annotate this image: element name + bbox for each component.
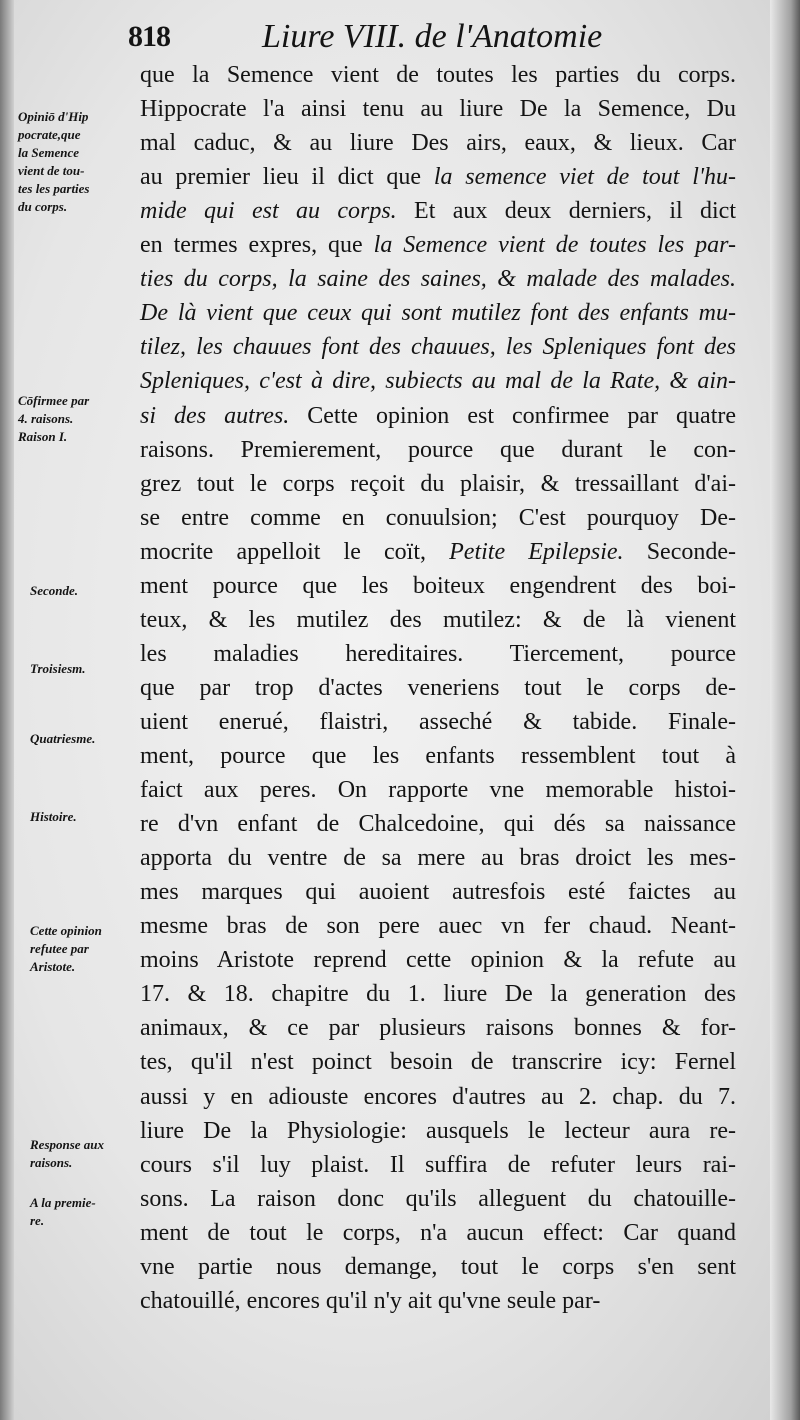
margin-note-line: A la premie- xyxy=(30,1195,96,1210)
text-line xyxy=(140,807,736,841)
margin-note-line: Cōfirmee par xyxy=(18,393,90,408)
roman-text: mesme bras de son pere auec vn fer chaud. Neant- xyxy=(140,913,736,940)
margin-note-line: du corps. xyxy=(18,199,68,214)
roman-text: re d'vn enfant de Chalcedoine, qui dés sa naissance xyxy=(140,811,736,838)
roman-text: chatouillé, encores qu'il n'y ait qu'vne seule par- xyxy=(140,1287,601,1314)
roman-text: en termes expres, que xyxy=(140,232,374,259)
roman-text: ment de tout le corps, n'a aucun effect: Car quand xyxy=(140,1219,736,1246)
text-line xyxy=(140,501,736,535)
margin-note xyxy=(30,1136,104,1172)
roman-text: 17. & 18. chapitre du 1. liure De la generation des xyxy=(140,981,736,1008)
text-line xyxy=(140,1080,736,1114)
margin-note-line: Troisiesm. xyxy=(30,661,86,676)
margin-note xyxy=(30,922,102,976)
text-line xyxy=(140,92,736,126)
roman-text: au premier lieu il dict que xyxy=(140,164,434,191)
roman-text: apporta du ventre de sa mere au bras droict les mes- xyxy=(140,845,736,872)
page-right-shadow xyxy=(770,0,800,1420)
margin-note-line: Cette opinion xyxy=(30,923,102,938)
text-line xyxy=(140,433,736,467)
text-line xyxy=(140,1182,736,1216)
margin-note xyxy=(30,660,86,678)
text-line xyxy=(140,773,736,807)
running-title: Liure VIII. de l'Anatomie xyxy=(262,18,603,55)
margin-note xyxy=(18,392,89,446)
italic-text: De là vient que ceux qui sont mutilez font des enfants mu- xyxy=(140,300,736,327)
margin-note-line: raisons. xyxy=(30,1155,73,1170)
roman-text: grez tout le corps reçoit du plaisir, & tressaillant d'ai- xyxy=(140,470,736,497)
margin-note xyxy=(30,730,95,748)
margin-note-line: re. xyxy=(30,1213,45,1228)
italic-text: Petite Epilepsie. xyxy=(449,538,624,565)
italic-text: ties du corps, la saine des saines, & malade des malades. xyxy=(140,266,736,293)
roman-text: mes marques qui auoient autresfois esté faictes au xyxy=(140,879,736,906)
text-line xyxy=(140,705,736,739)
text-line xyxy=(140,399,736,433)
margin-note-line: vient de tou- xyxy=(18,163,85,178)
text-line xyxy=(140,1114,736,1148)
roman-text: vne partie nous demange, tout le corps s'en sent xyxy=(140,1253,736,1280)
text-line xyxy=(140,228,736,262)
roman-text: mal caduc, & au liure Des airs, eaux, & lieux. Car xyxy=(140,130,736,157)
margin-note-line: Response aux xyxy=(30,1137,105,1152)
margin-note-line: pocrate,que xyxy=(18,127,81,142)
roman-text: liure De la Physiologie: ausquels le lecteur aura re- xyxy=(140,1117,736,1144)
page-number: 818 xyxy=(128,20,170,53)
roman-text: mocrite appelloit le coït, xyxy=(140,538,450,565)
text-line xyxy=(140,58,736,92)
margin-note-line: Histoire. xyxy=(30,809,77,824)
roman-text: sons. La raison donc qu'ils alleguent du chatouille- xyxy=(140,1185,736,1212)
roman-text: moins Aristote reprend cette opinion & la refute au xyxy=(140,947,736,974)
text-line xyxy=(140,909,736,943)
italic-text: mide qui est au corps. xyxy=(140,198,397,225)
margin-note-line: Quatriesme. xyxy=(30,731,96,746)
text-line xyxy=(140,841,736,875)
text-line xyxy=(140,739,736,773)
roman-text: uient enerué, flaistri, asseché & tabide. Finale- xyxy=(140,708,736,735)
roman-text: faict aux peres. On rapporte vne memorable histoi- xyxy=(140,777,736,804)
roman-text: raisons. Premierement, pource que durant le con- xyxy=(140,436,736,463)
text-line xyxy=(140,1250,736,1284)
margin-note xyxy=(30,808,77,826)
text-line xyxy=(140,671,736,705)
text-line xyxy=(140,467,736,501)
margin-note-line: tes les parties xyxy=(18,181,90,196)
margin-note-line: Seconde. xyxy=(30,583,79,598)
margin-note-line: la Semence xyxy=(18,145,80,160)
text-line xyxy=(140,330,736,364)
italic-text: si des autres. xyxy=(140,402,290,429)
text-line xyxy=(140,126,736,160)
roman-text: les maladies hereditaires. Tiercement, pource xyxy=(140,640,736,667)
roman-text: ment, pource que les enfants ressemblent tout à xyxy=(140,743,736,769)
margin-note-line: Aristote. xyxy=(30,959,76,974)
text-line xyxy=(140,977,736,1011)
text-line xyxy=(140,1148,736,1182)
text-line xyxy=(140,194,736,228)
text-line xyxy=(140,1045,736,1079)
text-line xyxy=(140,262,736,296)
text-line xyxy=(140,535,736,569)
text-line xyxy=(140,1216,736,1250)
margin-note-line: refutee par xyxy=(30,941,89,956)
roman-text: Hippocrate l'a ainsi tenu au liure De la Semence, Du xyxy=(140,96,736,123)
italic-text: Spleniques, c'est à dire, subiects au mal de la Rate, & ain- xyxy=(140,368,736,395)
text-line xyxy=(140,603,736,637)
text-line xyxy=(140,943,736,977)
margin-note-line: 4. raisons. xyxy=(18,411,74,426)
roman-text: que la Semence vient de toutes les parties du corps. xyxy=(140,62,736,88)
margin-note xyxy=(30,1194,96,1230)
roman-text: Et aux deux derniers, il dict xyxy=(396,198,736,225)
roman-text: teux, & les mutilez des mutilez: & de là vienent xyxy=(140,606,736,633)
roman-text: se entre comme en conuulsion; C'est pourquoy De- xyxy=(140,504,736,531)
roman-text: aussi y en adiouste encores d'autres au 2. chap. du 7. xyxy=(140,1083,736,1110)
text-line xyxy=(140,1011,736,1045)
margin-note xyxy=(30,582,78,600)
text-line xyxy=(140,875,736,909)
page-left-shadow xyxy=(0,0,14,1420)
text-line xyxy=(140,1284,736,1318)
margin-note xyxy=(18,108,90,216)
text-line xyxy=(140,364,736,398)
margin-note-line: Raison I. xyxy=(18,429,68,444)
italic-text: la Semence vient de toutes les par- xyxy=(373,232,736,259)
text-line xyxy=(140,160,736,194)
italic-text: tilez, les chauues font des chauues, les Spleniques font des xyxy=(140,334,736,361)
italic-text: la semence viet de tout l'hu- xyxy=(433,164,736,191)
roman-text: que par trop d'actes veneriens tout le corps de- xyxy=(140,674,736,701)
roman-text: ment pource que les boiteux engendrent des boi- xyxy=(140,572,736,599)
roman-text: Seconde- xyxy=(623,538,736,565)
roman-text: cours s'il luy plaist. Il suffira de refuter leurs rai- xyxy=(140,1151,736,1178)
text-line xyxy=(140,637,736,671)
text-line xyxy=(140,569,736,603)
roman-text: tes, qu'il n'est poinct besoin de transcrire icy: Fernel xyxy=(140,1049,736,1076)
roman-text: Cette opinion est confirmee par quatre xyxy=(289,402,737,429)
margin-note-line: Opiniō d'Hip xyxy=(18,109,89,124)
text-line xyxy=(140,296,736,330)
roman-text: animaux, & ce par plusieurs raisons bonnes & for- xyxy=(140,1015,736,1042)
